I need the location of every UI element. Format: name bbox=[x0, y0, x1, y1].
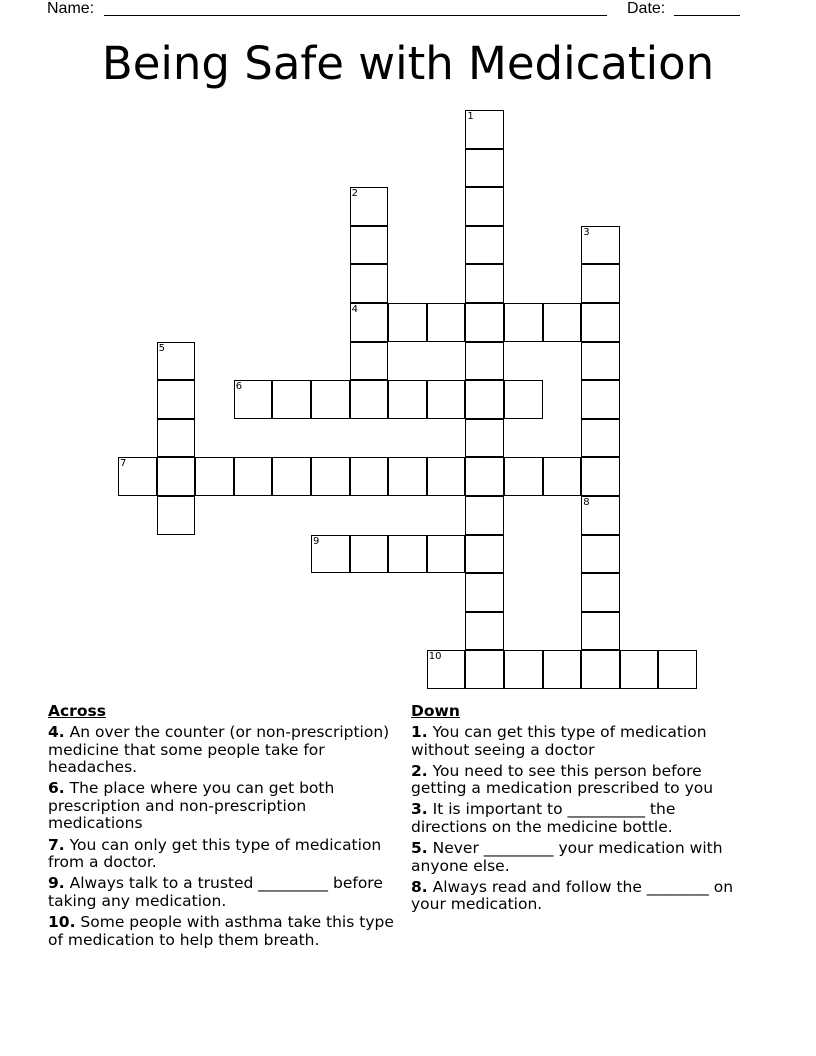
grid-cell[interactable] bbox=[311, 535, 350, 574]
grid-cell[interactable] bbox=[581, 612, 620, 651]
grid-cell[interactable] bbox=[581, 264, 620, 303]
grid-cell[interactable] bbox=[350, 187, 389, 226]
across-heading: Across bbox=[48, 702, 106, 720]
grid-cell[interactable] bbox=[157, 496, 196, 535]
grid-cell[interactable] bbox=[465, 342, 504, 381]
grid-cell[interactable] bbox=[427, 457, 466, 496]
grid-cell[interactable] bbox=[581, 419, 620, 458]
grid-cell[interactable] bbox=[427, 535, 466, 574]
grid-cell[interactable] bbox=[581, 303, 620, 342]
grid-cell[interactable] bbox=[581, 650, 620, 689]
grid-cell[interactable] bbox=[620, 650, 659, 689]
clue-number: 5 bbox=[158, 342, 165, 354]
clue-across-9: 9. Always talk to a trusted _________ before taking any medication. bbox=[48, 874, 383, 910]
clue-number: 10 bbox=[428, 651, 442, 663]
grid-cell[interactable] bbox=[388, 303, 427, 342]
page-title: Being Safe with Medication bbox=[101, 37, 715, 90]
grid-cell[interactable] bbox=[157, 342, 196, 381]
grid-cell[interactable] bbox=[504, 303, 543, 342]
grid-cell[interactable] bbox=[311, 457, 350, 496]
grid-cell[interactable] bbox=[465, 110, 504, 149]
grid-cell[interactable] bbox=[350, 380, 389, 419]
grid-cell[interactable] bbox=[350, 226, 389, 265]
clue-across-6: 6. The place where you can get both prescription and non-prescription medications bbox=[48, 779, 335, 833]
grid-cell[interactable] bbox=[581, 496, 620, 535]
grid-cell[interactable] bbox=[350, 264, 389, 303]
grid-cell[interactable] bbox=[234, 457, 273, 496]
down-heading: Down bbox=[411, 702, 460, 720]
clue-down-3: 3. It is important to __________ the directions on the medicine bottle. bbox=[411, 800, 676, 836]
clue-down-2: 2. You need to see this person before getting a medication prescribed to you bbox=[411, 761, 714, 798]
clue-number: 6 bbox=[235, 381, 243, 393]
grid-cell[interactable] bbox=[157, 380, 196, 419]
grid-cell[interactable] bbox=[465, 612, 504, 651]
grid-cell[interactable] bbox=[350, 303, 389, 342]
clue-across-10: 10. Some people with asthma take this type of medication to help them breath. bbox=[48, 912, 394, 949]
grid-cell[interactable] bbox=[272, 380, 311, 419]
grid-cell[interactable] bbox=[581, 226, 620, 265]
grid-cell[interactable] bbox=[581, 342, 620, 381]
grid-cell[interactable] bbox=[388, 457, 427, 496]
grid-cell[interactable] bbox=[427, 380, 466, 419]
clue-number: 7 bbox=[120, 458, 127, 470]
grid-cell[interactable] bbox=[465, 457, 504, 496]
grid-cell[interactable] bbox=[157, 419, 196, 458]
grid-cell[interactable] bbox=[504, 650, 543, 689]
clue-across-7: 7. You can only get this type of medication from a doctor. bbox=[48, 835, 382, 872]
grid-cell[interactable] bbox=[234, 380, 273, 419]
across-clues bbox=[48, 702, 398, 953]
grid-cell[interactable] bbox=[388, 535, 427, 574]
grid-cell[interactable] bbox=[543, 303, 582, 342]
grid-cell[interactable] bbox=[543, 457, 582, 496]
grid-cell[interactable] bbox=[581, 573, 620, 612]
grid-cell[interactable] bbox=[465, 226, 504, 265]
clue-number: 2 bbox=[351, 188, 358, 200]
grid-cell[interactable] bbox=[465, 650, 504, 689]
grid-cell[interactable] bbox=[465, 264, 504, 303]
grid-cell[interactable] bbox=[504, 457, 543, 496]
grid-cell[interactable] bbox=[658, 650, 697, 689]
grid-cell[interactable] bbox=[581, 535, 620, 574]
grid-cell[interactable] bbox=[465, 187, 504, 226]
grid-cell[interactable] bbox=[350, 535, 389, 574]
grid-cell[interactable] bbox=[272, 457, 311, 496]
clue-down-1: 1. You can get this type of medication without seeing a doctor bbox=[411, 723, 707, 759]
grid-cell[interactable] bbox=[465, 303, 504, 342]
grid-cell[interactable] bbox=[350, 342, 389, 381]
clue-down-8: 8. Always read and follow the ________ on your medication. bbox=[411, 877, 734, 914]
clue-down-5: 5. Never _________ your medication with anyone else. bbox=[411, 839, 723, 875]
clue-number: 3 bbox=[583, 226, 590, 238]
grid-cell[interactable] bbox=[543, 650, 582, 689]
grid-cell[interactable] bbox=[388, 380, 427, 419]
grid-cell[interactable] bbox=[195, 457, 234, 496]
grid-cell[interactable] bbox=[465, 496, 504, 535]
name-label: Name: bbox=[47, 0, 95, 17]
grid-cell[interactable] bbox=[504, 380, 543, 419]
clue-across-4: 4. An over the counter (or non-prescription) medicine that some people take for headaches. bbox=[48, 723, 390, 777]
grid-cell[interactable] bbox=[465, 419, 504, 458]
grid-cell[interactable] bbox=[427, 303, 466, 342]
down-clues bbox=[411, 702, 756, 917]
grid-cell[interactable] bbox=[157, 457, 196, 496]
grid-cell[interactable] bbox=[465, 535, 504, 574]
grid-cell[interactable] bbox=[581, 380, 620, 419]
date-label: Date: bbox=[627, 0, 666, 17]
grid-cell[interactable] bbox=[581, 457, 620, 496]
grid-cell[interactable] bbox=[465, 573, 504, 612]
grid-cell[interactable] bbox=[427, 650, 466, 689]
grid-cell[interactable] bbox=[350, 457, 389, 496]
clue-number: 4 bbox=[351, 304, 358, 315]
grid-cell[interactable] bbox=[465, 149, 504, 188]
clue-number: 9 bbox=[313, 535, 320, 547]
clue-number: 1 bbox=[467, 111, 474, 122]
grid-cell[interactable] bbox=[311, 380, 350, 419]
grid-cell[interactable] bbox=[465, 380, 504, 419]
clue-number: 8 bbox=[583, 497, 590, 508]
grid-cell[interactable] bbox=[118, 457, 157, 496]
